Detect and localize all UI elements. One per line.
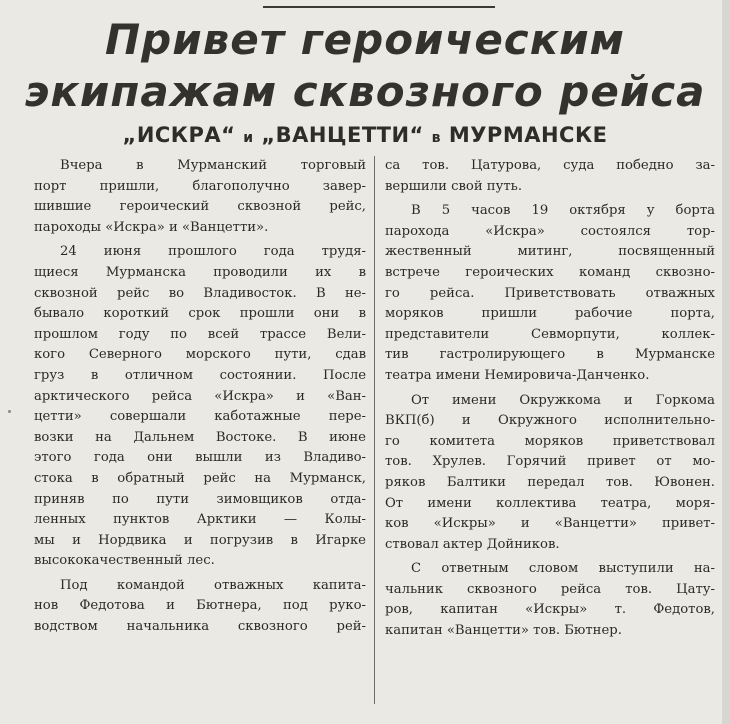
- subheadline-preposition: в: [431, 130, 442, 146]
- print-speck: [8, 410, 11, 413]
- text-line: вершили свой путь.: [385, 178, 523, 194]
- text-line: кого Северного морского пути, сдав: [34, 347, 366, 363]
- text-line: шившие героический сквозной рейс,: [34, 199, 366, 215]
- headline-line-1: Привет героическим: [105, 15, 625, 64]
- article-column-left: [34, 156, 366, 638]
- text-line: жественный митинг, посвященный: [385, 244, 715, 260]
- text-line: театра имени Немировича-Данченко.: [385, 367, 650, 383]
- article-column-right: [385, 156, 715, 642]
- text-line: ров, капитан «Искры» т. Федотов,: [385, 602, 715, 618]
- text-line: высококачественный лес.: [34, 553, 215, 569]
- text-line: этого года они вышли из Владиво-: [34, 450, 366, 466]
- text-line: От имени коллектива театра, моря-: [385, 495, 715, 511]
- text-line: арктического рейса «Искра» и «Ван-: [34, 388, 366, 404]
- text-line: встрече героических команд сквозно-: [385, 264, 715, 280]
- text-line: го рейса. Приветствовать отважных: [385, 285, 715, 301]
- headline-line-2: экипажам сквозного рейса: [24, 67, 706, 116]
- text-line: ленных пунктов Арктики — Колы-: [34, 512, 366, 528]
- text-line: чальник сквозного рейса тов. Цату-: [385, 581, 715, 597]
- text-line: щиеся Мурманска проводили их в: [34, 264, 366, 280]
- subheadline: [0, 121, 730, 152]
- text-line: нов Федотова и Бютнера, под руко-: [34, 598, 366, 614]
- text-line: Под командой отважных капита-: [60, 577, 366, 593]
- subheadline-ship-1: „ИСКРА“: [122, 123, 236, 147]
- text-line: бывало короткий срок прошли они в: [34, 306, 366, 322]
- subheadline-conjunction: и: [243, 130, 254, 146]
- text-line: С ответным словом выступили на-: [411, 561, 715, 577]
- text-line: капитан «Ванцетти» тов. Бютнер.: [385, 623, 622, 639]
- text-line: са тов. Цатурова, суда победно за-: [385, 158, 715, 173]
- top-rule-divider: [263, 6, 495, 8]
- text-line: ствовал актер Дойников.: [385, 536, 560, 552]
- subheadline-city: МУРМАНСКЕ: [448, 123, 608, 147]
- text-line: тов. Хрулев. Горячий привет от мо-: [385, 454, 715, 470]
- text-line: От имени Окружкома и Горкома: [411, 392, 715, 408]
- text-line: В 5 часов 19 октября у борта: [411, 203, 715, 219]
- text-line: тив гастролирующего в Мурманске: [385, 347, 715, 363]
- text-line: возки на Дальнем Востоке. В июне: [34, 429, 366, 445]
- text-line: ВКП(б) и Окружного исполнительно-: [385, 413, 715, 429]
- subheadline-ship-2: „ВАНЦЕТТИ“: [261, 123, 424, 147]
- text-line: стока в обратный рейс на Мурманск,: [34, 470, 366, 486]
- text-line: моряков пришли рабочие порта,: [385, 306, 715, 322]
- text-line: представители Севморпути, коллек-: [385, 326, 715, 342]
- text-line: ряков Балтики передал тов. Ювонен.: [385, 474, 715, 490]
- text-line: Вчера в Мурманский торговый: [60, 158, 366, 173]
- text-line: пароходы «Искра» и «Ванцетти».: [34, 219, 269, 235]
- text-line: водством начальника сквозного рей-: [34, 619, 366, 635]
- text-line: цетти» совершали каботажные пере-: [34, 409, 366, 425]
- text-line: го комитета моряков приветствовал: [385, 433, 715, 449]
- text-line: мы и Нордвика и погрузив в Игарке: [34, 532, 366, 548]
- text-line: груз в отличном состоянии. После: [34, 367, 366, 383]
- column-divider: [374, 156, 375, 704]
- text-line: 24 июня прошлого года трудя-: [60, 244, 366, 260]
- text-line: ков «Искры» и «Ванцетти» привет-: [385, 516, 715, 532]
- text-line: приняв по пути зимовщиков отда-: [34, 491, 366, 507]
- text-line: парохода «Искра» состоялся тор-: [385, 223, 715, 239]
- text-line: прошлом году по всей трассе Вели-: [34, 326, 366, 342]
- text-line: порт пришли, благополучно завер-: [34, 178, 366, 194]
- text-line: сквозной рейс во Владивосток. В не-: [34, 285, 366, 301]
